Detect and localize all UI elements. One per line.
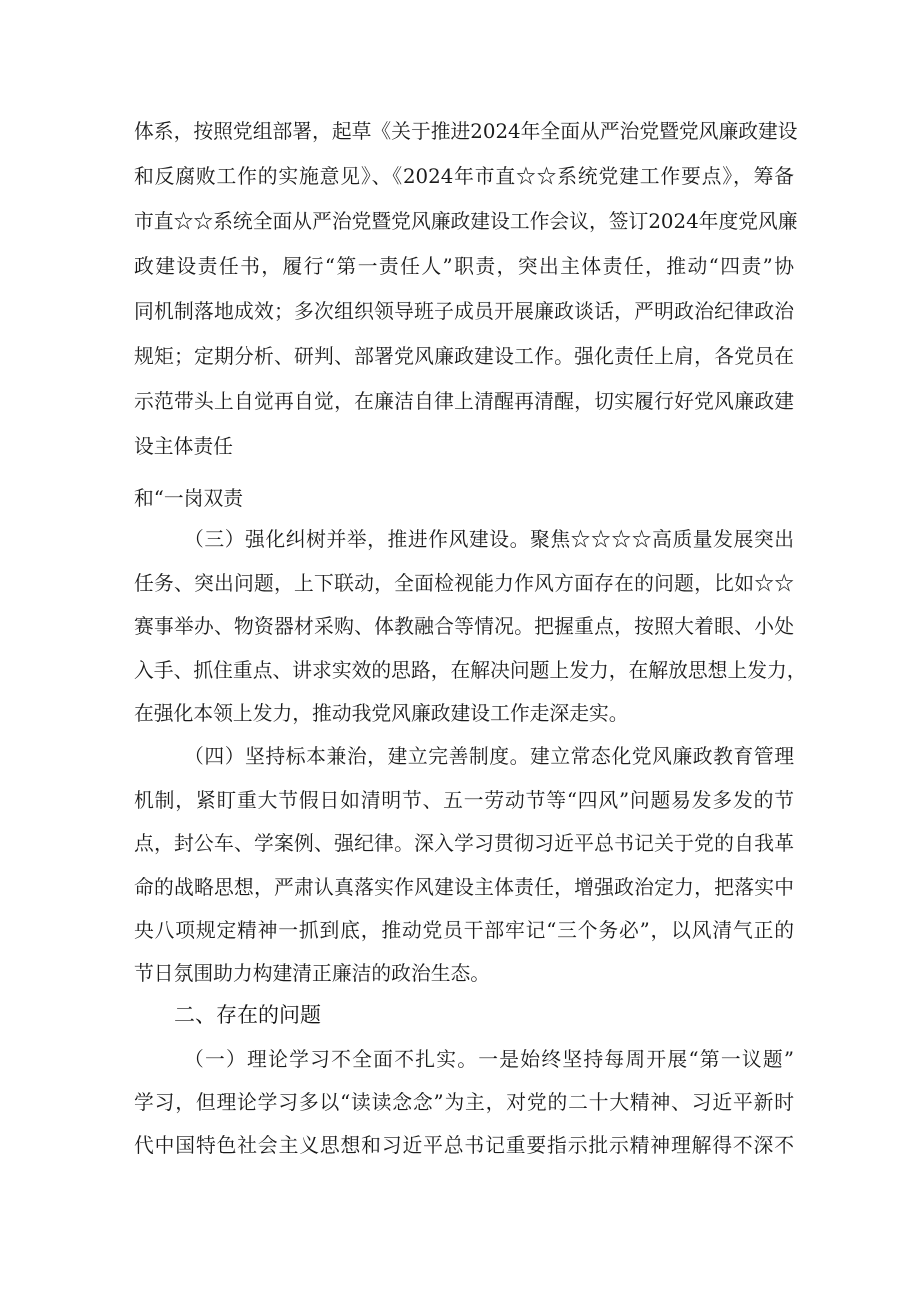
text-line: （三）强化纠树并举，推进作风建设。聚焦☆☆☆☆高质量发展突出 [184,528,794,551]
text-line: 节日氛围助力构建清正廉洁的政治生态。 [134,962,491,985]
text-line: 点，封公车、学案例、强纪律。深入学习贯彻习近平总书记关于党的自我革 [134,832,794,855]
text-line: 代中国特色社会主义思想和习近平总书记重要指示批示精神理解得不深不 [134,1134,794,1157]
text-line: 市直☆☆系统全面从严治党暨党风廉政建设工作会议，签订2024年度党风廉 [134,210,798,233]
text-line: 政建设责任书，履行“第一责任人”职责，突出主体责任，推动“四责”协 [134,255,794,278]
text-line: 和“一岗双责 [134,487,244,510]
text-line: （一）理论学习不全面不扎实。一是始终坚持每周开展“第一议题” [184,1048,794,1071]
text-line: 央八项规定精神一抓到底，推动党员干部牢记“三个务必”，以风清气正的 [134,919,794,942]
text-line: 任务、突出问题，上下联动，全面检视能力作风方面存在的问题，比如☆☆ [134,572,794,595]
text-line: 规矩；定期分析、研判、部署党风廉政建设工作。强化责任上肩，各党员在 [134,345,794,368]
text-line: 示范带头上自觉再自觉，在廉洁自律上清醒再清醒，切实履行好党风廉政建 [134,390,794,413]
text-line: （四）坚持标本兼治，建立完善制度。建立常态化党风廉政教育管理 [184,745,794,768]
text-line: 赛事举办、物资器材采购、体教融合等情况。把握重点，按照大着眼、小处 [134,615,794,638]
text-line: 机制，紧盯重大节假日如清明节、五一劳动节等“四风”问题易发多发的节 [134,789,794,812]
text-line: 命的战略思想，严肃认真落实作风建设主体责任，增强政治定力，把落实中 [134,876,794,899]
text-line: 和反腐败工作的实施意见》、《2024年市直☆☆系统党建工作要点》，筹备 [134,165,794,188]
text-line: 设主体责任 [134,435,233,458]
text-line: 入手、抓住重点、讲求实效的思路，在解决问题上发力，在解放思想上发力， [134,659,807,682]
text-line: 同机制落地成效；多次组织领导班子成员开展廉政谈话，严明政治纪律政治 [134,300,794,323]
text-line: 体系，按照党组部署，起草《关于推进2024年全面从严治党暨党风廉政建设 [134,120,798,143]
section-heading: 二、存在的问题 [174,1003,321,1027]
text-line: 在强化本领上发力，推动我党风廉政建设工作走深走实。 [134,702,629,725]
text-line: 学习，但理论学习多以“读读念念”为主，对党的二十大精神、习近平新时 [134,1091,794,1114]
